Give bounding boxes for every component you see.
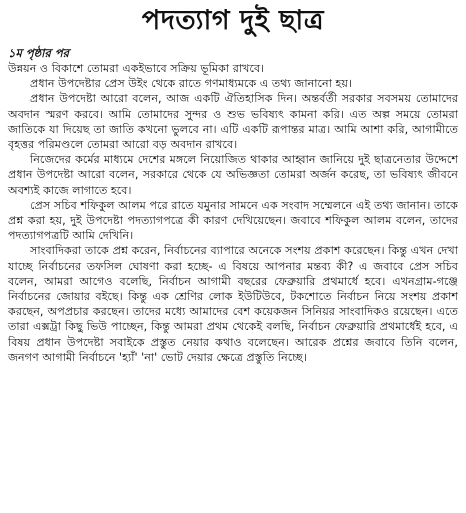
paragraph-6: সাংবাদিকরা তাকে প্রশ্ন করেন, নির্বাচনের ব্যাপারে অনেকে সংশয় প্রকাশ করেছেন। কিন্তু এখন দেখা যাচ্ছে নির্বাচনের তফসিল ঘোষণা করা হচ্ছে- এ বিষয়ে আপনার মন্তব্য কী? এ জবাবে প্রেস সচিব বলেন, আমরা আগেও বলেছি, নির্বাচন আগামী বছরের ফেব্রুয়ারি প্রথমার্ধে হবে। এখনগ্রাম-গঞ্জে নির্বাচনের জোয়ার বইছে। কিন্তু এক শ্রেণির লোক ইউটিউবে, টকশোতে নির্বাচন নিয়ে সংশয় প্রকাশ করছেন, অপপ্রচার করছেন। তাদের মধ্যে আমাদের বেশ কয়েকজন সিনিয়র সাংবাদিকও রয়েছেন। এতে তারা এক্সট্রা কিছু ভিউ পাচ্ছেন, কিন্তু আমরা প্রথম থেকেই বলছি, নির্বাচন ফেব্রুয়ারি প্রথমার্ধেই হবে, এ বিষয় প্রধান উপদেষ্টা সবাইকে প্রস্তুত নেয়ার কথাও বলেছেন। আরেক প্রশ্নের জবাবে তিনি বলেন, জনগণ আগামী নির্বাচনে 'হ্যাঁ' 'না' ভোট দেয়ার ক্ষেত্রে প্রস্তুতি নিচ্ছে।: [8, 244, 458, 364]
paragraph-5: প্রেস সচিব শফিকুল আলম পরে রাতে যমুনার সামনে এক সংবাদ সম্মেলনে এই তথ্য জানান। তাকে প্রশ্ন করা হয়, দুই উপদেষ্টা পদত্যাগপত্রে কী কারণ দেখিয়েছেন। জবাবে শফিকুল আলম বলেন, তাদের পদত্যাগপত্রটি আমি দেখিনি।: [8, 198, 458, 243]
paragraph-3: প্রধান উপদেষ্টা আরো বলেন, আজ একটি ঐতিহাসিক দিন। অন্তর্বর্তী সরকার সবসময় তোমাদের অবদান স্মরণ করবে। আমি তোমাদের সুন্দর ও শুভ ভবিষ্যৎ কামনা করি। এত অল্প সময়ে তোমরা জাতিকে যা দিয়েছ তা জাতি কখনো ভুলবে না। এটি একটি রূপান্তর মাত্র। আমি আশা করি, আগামীতে বৃহত্তর পরিমণ্ডলে তোমরা আরো বড় অবদান রাখবে।: [8, 92, 458, 152]
paragraph-2: প্রধান উপদেষ্টার প্রেস উইং থেকে রাতে গণমাধ্যমকে এ তথ্য জানানো হয়।: [30, 77, 352, 91]
paragraph-4: নিজেদের কর্মের মাধ্যমে দেশের মঙ্গলে নিয়োজিত থাকার আহ্বান জানিয়ে দুই ছাত্রনেতার উদ্দেশে প্রধান উপদেষ্টা আরো বলেন, সরকারে থেকে যে অভিজ্ঞতা তোমরা অর্জন করেছ, তা ভবিষ্যৎ জীবনে অবশ্যই কাজে লাগাতে হবে।: [8, 153, 458, 197]
article-headline: পদত্যাগ দুই ছাত্র: [141, 5, 325, 36]
paragraph-1: উন্নয়ন ও বিকাশে তোমরা একইভাবে সক্রিয় ভূমিকা রাখবে।: [8, 62, 265, 75]
continuation-label: ১ম পৃষ্ঠার পর: [8, 46, 69, 60]
